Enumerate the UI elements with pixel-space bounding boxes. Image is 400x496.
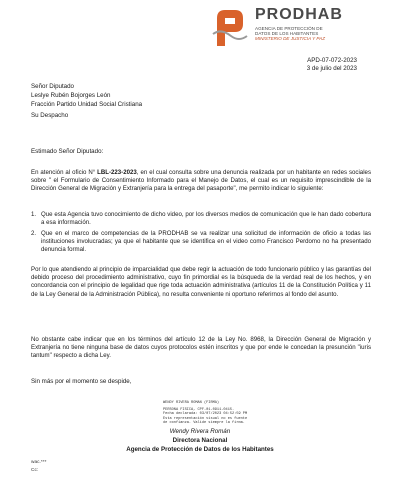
footer-cc: Cc: bbox=[31, 468, 39, 473]
recipient-line-3: Fracción Partido Unidad Social Cristiana bbox=[31, 101, 143, 108]
org-line-1: AGENCIA DE PROTECCIÓN DE bbox=[255, 26, 323, 31]
greeting: Estimado Señor Diputado: bbox=[31, 148, 104, 155]
signature-line-3: Fecha declarada: 03/07/2023 04:52:59 PM bbox=[163, 412, 248, 417]
list-item-number: 2. bbox=[31, 230, 37, 237]
paragraph-1 bbox=[31, 169, 371, 194]
oficio-number: LBL-223-2023 bbox=[97, 169, 137, 176]
paragraph-3: No obstante cabe indicar que en los términos del artículo 12 de la Ley No. 8968, la Dirección General de Migración y Extranjería no tiene ninguna base de datos cuyos protocolos estén inscritos y que por ende le concedan la presunción "iuris tantum" respecto a dicha Ley. bbox=[31, 336, 371, 360]
signer-title: Directora Nacional bbox=[172, 437, 228, 444]
paragraph-1-rest: , en el cual consulta sobre una denuncia realizada por un habitante en redes sociales sobre " el Formulario de Consentimiento Informado para el Manejo de Datos, el cual es un requisito imprescindible de la Dirección General de Migración y Extranjería para la entrega del pasaporte", me permito indicar lo siguiente: bbox=[31, 169, 371, 193]
signature-line-1: WENDY RIVERA ROMAN (FIRMA) bbox=[163, 401, 220, 405]
list-item bbox=[31, 230, 371, 255]
paragraph-1-intro: En atención al oficio N° bbox=[31, 169, 98, 176]
closing: Sin más por el momento se despide, bbox=[31, 378, 132, 385]
list-item-text: Que en el marco de competencias de la PRODHAB se va realizar una solicitud de información de oficio a todas las instituciones involucradas; ya que el habitante que se identifica en el video como Francisco Perdomo no ha presentado denuncia formal. bbox=[41, 230, 371, 254]
list-item bbox=[31, 211, 371, 227]
list-item-text: Que esta Agencia tuvo conocimiento de dicho video, por los diversos medios de comunicación que le han dado cobertura a esa información. bbox=[41, 211, 371, 227]
footer-initials: wac.*** bbox=[31, 460, 47, 465]
reference-date: 3 de julio del 2023 bbox=[306, 65, 357, 72]
org-line-3: MINISTERIO DE JUSTICIA Y PAZ bbox=[255, 36, 326, 41]
paragraph-2: Por lo que atendiendo al principio de imparcialidad que debe regir la actuación de todo funcionario público y las garantías del debido proceso del procedimiento administrativo, cuyo fin primordial es la búsqueda de la verdad real de los hechos, y en concordancia con el principio de legalidad que rige toda actuación administrativa (artículos 11 de la Constitución Política y 11 de la Ley General de la Administración Pública), no resulta conveniente ni oportuno referirnos al fondo del asunto. bbox=[31, 266, 371, 298]
recipient-line-4: Su Despacho bbox=[31, 112, 69, 119]
org-line-2: DATOS DE LOS HABITANTES bbox=[255, 31, 319, 36]
prodhab-logo-icon bbox=[211, 6, 249, 48]
reference-number: APD-07-072-2023 bbox=[307, 57, 357, 64]
signature-line-5: de confianza. Valide siempre la firma. bbox=[163, 421, 245, 426]
signature-line-4: Esta representación visual no es fuente bbox=[163, 416, 248, 421]
recipient-line-1: Señor Diputado bbox=[31, 83, 74, 90]
prodhab-logo bbox=[211, 4, 361, 50]
signer-agency: Agencia de Protección de Datos de los Habitantes bbox=[126, 446, 274, 453]
org-name: PRODHAB bbox=[255, 6, 343, 23]
list-item-number: 1. bbox=[31, 211, 37, 218]
recipient-line-2: Leslye Rubén Bojorges León bbox=[31, 92, 111, 99]
digital-signature-block bbox=[163, 401, 263, 426]
signer-name: Wendy Rivera Román bbox=[169, 428, 231, 435]
signature-line-2: PERSONA FISICA, CPF-01-0911-0415. bbox=[163, 407, 235, 412]
